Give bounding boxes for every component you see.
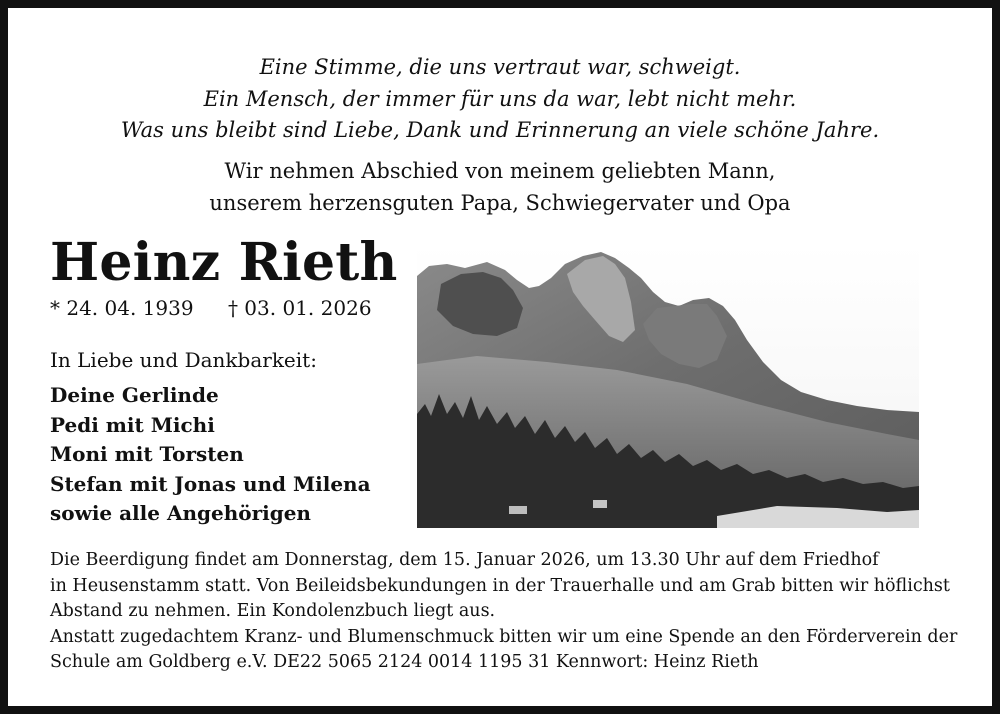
funeral-line: in Heusenstamm statt. Von Beileidsbekundungen in der Trauerhalle und am Grab bitten wir höflichst [50, 575, 950, 596]
intro-line: unserem herzensguten Papa, Schwiegervater und Opa [209, 190, 791, 215]
birth-date: * 24. 04. 1939 [50, 296, 194, 320]
funeral-notice [50, 548, 970, 676]
hut [509, 506, 527, 514]
poem-line: Eine Stimme, die uns vertraut war, schweigt. [259, 55, 741, 79]
life-dates [50, 296, 372, 320]
deceased-name: Heinz Rieth [50, 232, 398, 293]
funeral-line: Abstand zu nehmen. Ein Kondolenzbuch liegt aus. [50, 601, 496, 621]
funeral-line: Die Beerdigung findet am Donnerstag, dem 15. Januar 2026, um 13.30 Uhr auf dem Friedhof [50, 550, 879, 570]
thanks-line: In Liebe und Dankbarkeit: [50, 348, 317, 372]
death-date: † 03. 01. 2026 [227, 296, 372, 320]
family-member: Moni mit Torsten [50, 442, 244, 466]
mountain-photo [417, 244, 919, 528]
family-member: Stefan mit Jonas und Milena [50, 471, 371, 496]
family-member: Deine Gerlinde [50, 383, 219, 407]
poem-line: Was uns bleibt sind Liebe, Dank und Erinnerung an viele schöne Jahre. [120, 118, 880, 142]
hut [593, 500, 607, 508]
family-member: sowie alle Angehörigen [50, 501, 311, 525]
intro-line: Wir nehmen Abschied von meinem geliebten Mann, [224, 159, 776, 183]
funeral-line: Anstatt zugedachtem Kranz- und Blumenschmuck bitten wir um eine Spende an den Förderverein der [50, 626, 958, 647]
funeral-line: Schule am Goldberg e.V. DE22 5065 2124 0014 1195 31 Kennwort: Heinz Rieth [50, 652, 759, 672]
poem-line: Ein Mensch, der immer für uns da war, lebt nicht mehr. [203, 86, 797, 111]
family-list [50, 381, 371, 529]
poem [8, 52, 992, 147]
family-member: Pedi mit Michi [50, 412, 215, 437]
farewell-intro [8, 156, 992, 219]
